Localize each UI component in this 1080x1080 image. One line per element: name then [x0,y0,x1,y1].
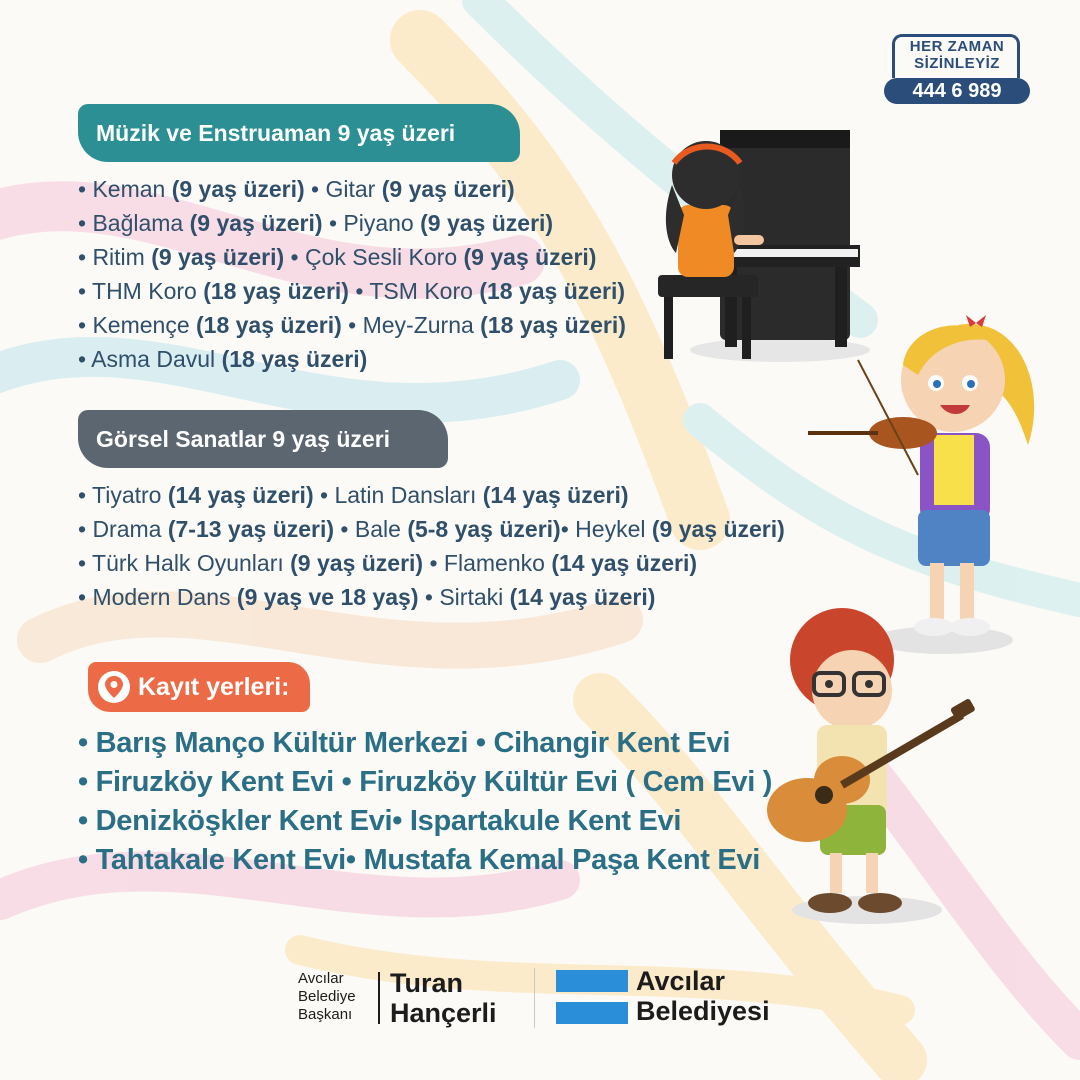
course-name: • Tiyatro [78,482,168,508]
course-name: • Drama [78,516,168,542]
age-requirement: (9 yaş üzeri) [463,244,597,270]
age-requirement: (18 yaş üzeri) [480,312,626,338]
course-name: • Sirtaki [418,584,510,610]
age-requirement: (9 yaş üzeri) [171,176,305,202]
municipality-name-line1: Avcılar [636,966,726,996]
registration-label: Kayıt yerleri: [138,672,290,701]
course-row [78,240,626,274]
course-row [78,172,626,206]
age-requirement: (9 yaş üzeri) [290,550,424,576]
age-requirement: (18 yaş üzeri) [203,278,349,304]
age-requirement: (9 yaş ve 18 yaş) [236,584,419,610]
location-row: • Firuzköy Kent Evi • Firuzköy Kültür Evi ( Cem Evi ) [78,766,773,798]
course-name: • Çok Sesli Koro [284,244,464,270]
age-requirement: (9 yaş üzeri) [651,516,785,542]
course-name: • Bağlama [78,210,190,236]
course-row [78,478,785,512]
municipality-name [636,966,770,1026]
course-name: • Latin Dansları [313,482,483,508]
mayor-name-line2: Hançerli [390,998,497,1028]
hotline-line1: HER ZAMAN [909,38,1005,55]
municipality-name-line2: Belediyesi [636,996,770,1026]
course-name: • Bale [334,516,408,542]
course-row [78,308,626,342]
age-requirement: (14 yaş üzeri) [509,584,656,610]
course-row [78,274,626,308]
course-row [78,206,626,240]
course-name: • TSM Koro [348,278,480,304]
hotline-badge [884,34,1030,104]
age-requirement: (9 yaş üzeri) [151,244,285,270]
age-requirement: (14 yaş üzeri) [167,482,314,508]
course-name: • Keman [78,176,172,202]
mayor-name [390,968,497,1028]
course-name: • Gitar [304,176,382,202]
visual-heading-text: Görsel Sanatlar 9 yaş üzeri [96,425,391,452]
location-row: • Denizköşkler Kent Evi• Ispartakule Kent Evi [78,805,682,837]
mayor-title-line1: Avcılar [298,970,344,987]
age-requirement: (14 yaş üzeri) [482,482,629,508]
boy-playing-guitar-illustration [762,605,1012,930]
course-name: • Mey-Zurna [341,312,481,338]
mayor-title-line2: Belediye [298,988,356,1005]
music-heading-text: Müzik ve Enstruaman 9 yaş üzeri [96,119,456,146]
footer-divider [378,972,380,1024]
age-requirement: (9 yaş üzeri) [189,210,323,236]
course-name: • Asma Davul [78,346,222,372]
course-row [78,546,785,580]
course-row [78,512,785,546]
registration-location-list [78,724,772,880]
course-row [78,342,626,376]
course-name: • Heykel [560,516,652,542]
course-name: • Flamenko [423,550,552,576]
course-name: • Ritim [78,244,152,270]
registration-locations-heading [88,662,310,712]
course-name: • Kemençe [78,312,196,338]
course-name: • THM Koro [78,278,204,304]
age-requirement: (14 yaş üzeri) [551,550,698,576]
footer-divider [534,968,535,1028]
age-requirement: (5-8 yaş üzeri) [407,516,561,542]
hotline-number: 444 6 989 [884,78,1030,104]
age-requirement: (9 yaş üzeri) [381,176,515,202]
location-pin-icon [98,671,130,703]
course-row [78,580,785,614]
mayor-name-line1: Turan [390,968,463,998]
course-name: • Türk Halk Oyunları [78,550,291,576]
visual-arts-section-heading [78,410,448,468]
music-section-heading [78,104,520,162]
location-row: • Barış Manço Kültür Merkezi • Cihangir Kent Evi [78,727,731,759]
age-requirement: (18 yaş üzeri) [221,346,368,372]
course-name: • Piyano [322,210,421,236]
location-row: • Tahtakale Kent Evi• Mustafa Kemal Paşa Kent Evi [78,844,760,876]
municipality-logo [556,970,628,1026]
mayor-title [298,970,356,1024]
age-requirement: (9 yaş üzeri) [420,210,554,236]
course-name: • Modern Dans [78,584,237,610]
age-requirement: (7-13 yaş üzeri) [167,516,335,542]
music-course-list [78,172,626,376]
age-requirement: (18 yaş üzeri) [196,312,342,338]
visual-arts-course-list [78,478,785,614]
age-requirement: (18 yaş üzeri) [479,278,626,304]
hotline-line2: SİZİNLEYİZ [914,55,1000,72]
mayor-title-line3: Başkanı [298,1006,353,1023]
